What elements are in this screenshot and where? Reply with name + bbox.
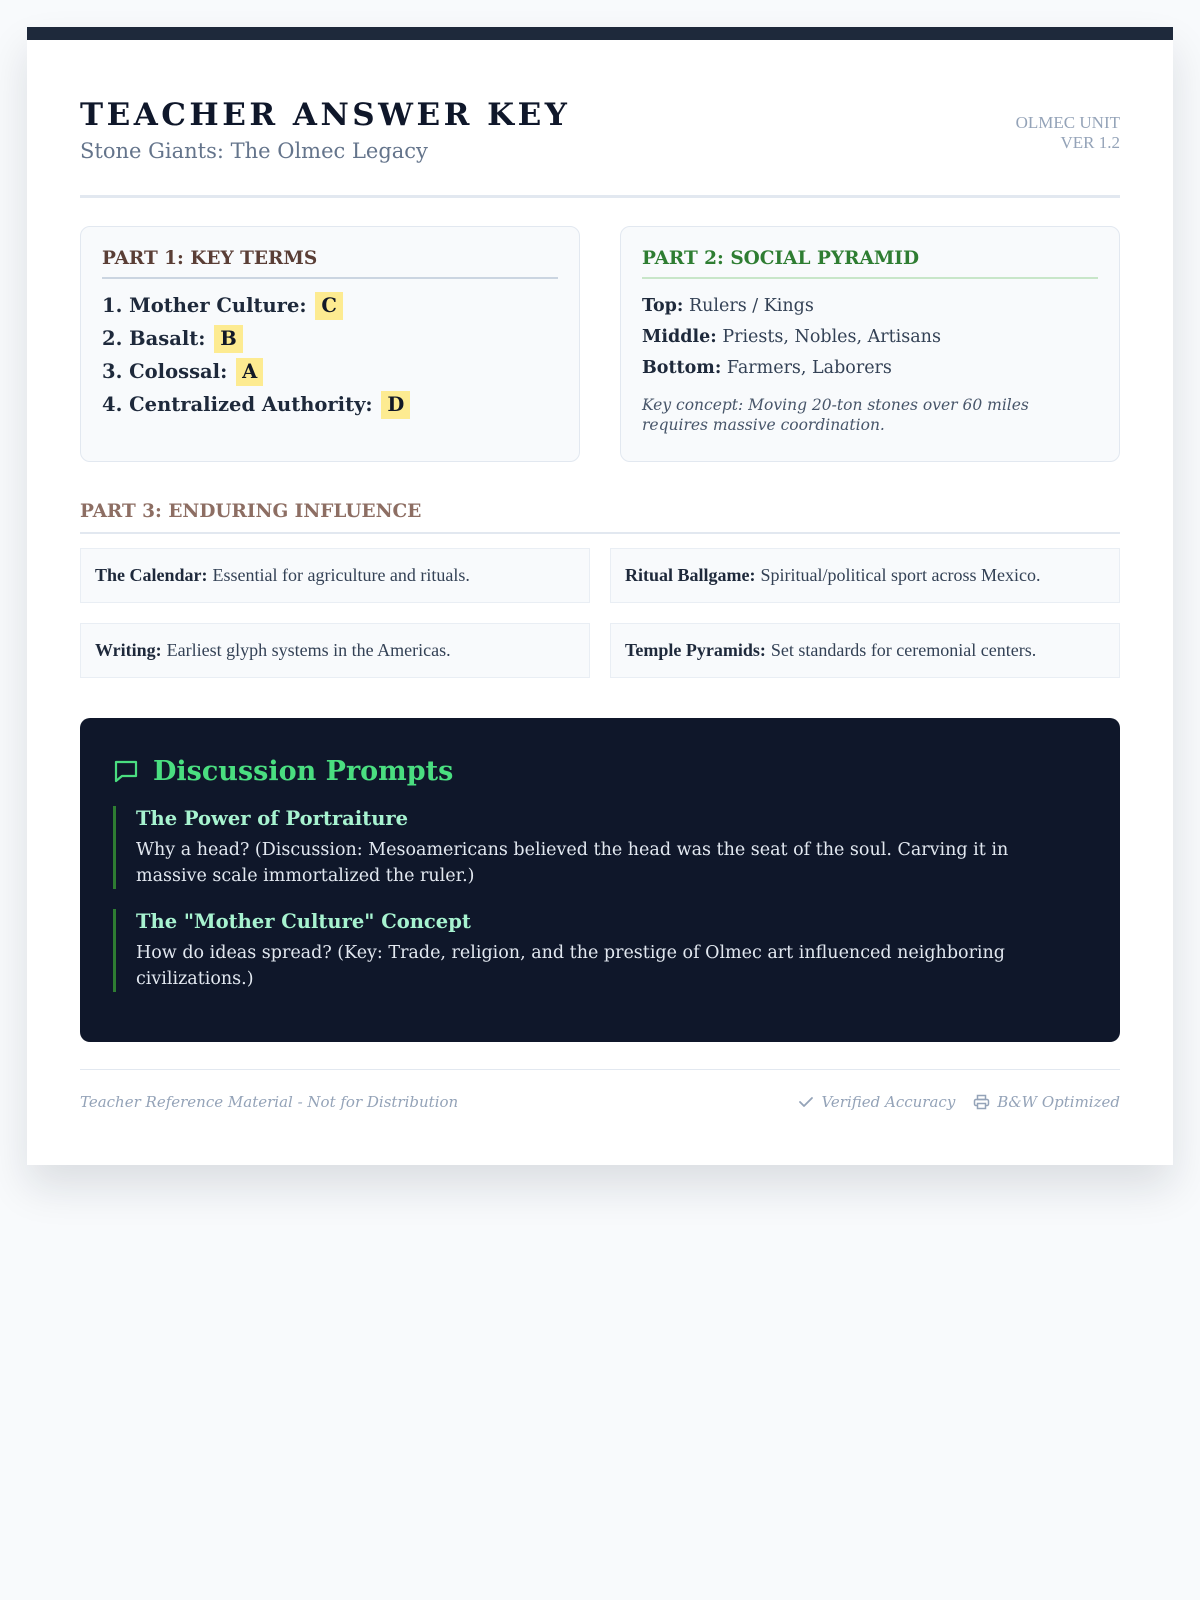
document-header [80, 40, 1120, 198]
pyramid-row-top [642, 291, 1098, 322]
term-label: 4. Centralized Authority: [102, 393, 373, 416]
parts-row [80, 226, 1120, 462]
social-pyramid-title: PART 2: SOCIAL PYRAMID [642, 247, 1098, 279]
influence-label: Temple Pyramids: [625, 640, 766, 660]
discussion-prompt [113, 806, 1087, 889]
answer-badge: A [236, 358, 263, 386]
pyramid-row-bottom [642, 353, 1098, 384]
key-concept-note: Key concept: Moving 20-ton stones over 60 miles requires massive coordination. [642, 396, 1029, 434]
verified-flag [798, 1093, 955, 1111]
term-label: 2. Basalt: [102, 327, 206, 350]
prompt-title: The Power of Portraiture [136, 807, 409, 830]
footer-flags [780, 1093, 1120, 1111]
verified-label: Verified Accuracy [821, 1092, 956, 1111]
sheet-top-bar [27, 27, 1173, 40]
term-label: 1. Mother Culture: [102, 294, 307, 317]
key-terms-panel [80, 226, 580, 462]
check-icon [798, 1095, 814, 1109]
influence-text: Earliest glyph systems in the Americas. [166, 640, 451, 660]
term-row [102, 322, 558, 355]
pyramid-row-middle [642, 322, 1098, 353]
social-pyramid-panel [620, 226, 1120, 462]
term-row [102, 388, 558, 421]
term-label: 3. Colossal: [102, 360, 228, 383]
enduring-influence-title: PART 3: ENDURING INFLUENCE [80, 500, 1120, 534]
discussion-header [113, 754, 1087, 788]
prompt-body: How do ideas spread? (Key: Trade, religion, and the prestige of Olmec art influenced neighboring civilizations.) [136, 943, 1006, 989]
influence-text: Set standards for ceremonial centers. [770, 640, 1037, 660]
influence-card-writing [80, 623, 590, 678]
key-terms-list [102, 289, 558, 421]
pyramid-row-label: Bottom: [642, 358, 722, 378]
influence-card-pyramids [610, 623, 1120, 678]
pyramid-list [642, 291, 1098, 384]
pyramid-row-label: Middle: [642, 327, 717, 347]
term-row [102, 355, 558, 388]
bw-flag [973, 1093, 1120, 1111]
answer-badge: D [381, 391, 410, 419]
pyramid-row-value: Priests, Nobles, Artisans [722, 327, 941, 347]
answer-badge: C [315, 292, 343, 320]
page-subtitle: Stone Giants: The Olmec Legacy [80, 139, 428, 163]
prompt-body: Why a head? (Discussion: Mesoamericans believed the head was the seat of the soul. Carving it in massive scale immortalized the ruler.) [136, 840, 1009, 886]
discussion-prompt [113, 909, 1087, 992]
influence-grid [80, 548, 1120, 678]
pyramid-row-label: Top: [642, 296, 684, 316]
unit-meta [1016, 113, 1120, 153]
document-footer [80, 1069, 1120, 1129]
discussion-panel [80, 718, 1120, 1042]
pyramid-row-value: Rulers / Kings [688, 296, 814, 316]
pyramid-row-value: Farmers, Laborers [726, 358, 892, 378]
bw-label: B&W Optimized [997, 1092, 1120, 1111]
influence-label: The Calendar: [95, 565, 208, 585]
discussion-title: Discussion Prompts [153, 755, 454, 787]
influence-label: Ritual Ballgame: [625, 565, 756, 585]
version-label: VER 1.2 [1060, 133, 1120, 152]
prompt-title: The "Mother Culture" Concept [136, 910, 471, 933]
influence-label: Writing: [95, 640, 162, 660]
printer-icon [973, 1094, 990, 1110]
term-row [102, 289, 558, 322]
influence-text: Spiritual/political sport across Mexico. [760, 565, 1041, 585]
unit-label: OLMEC UNIT [1015, 113, 1120, 132]
influence-card-ballgame [610, 548, 1120, 603]
speech-bubble-icon [113, 759, 139, 783]
answer-badge: B [214, 325, 242, 353]
influence-text: Essential for agriculture and rituals. [212, 565, 470, 585]
footer-note: Teacher Reference Material - Not for Distribution [80, 1092, 459, 1111]
answer-key-sheet [27, 27, 1173, 1165]
influence-card-calendar [80, 548, 590, 603]
key-terms-title: PART 1: KEY TERMS [102, 247, 558, 279]
page-title: TEACHER ANSWER KEY [80, 97, 571, 133]
